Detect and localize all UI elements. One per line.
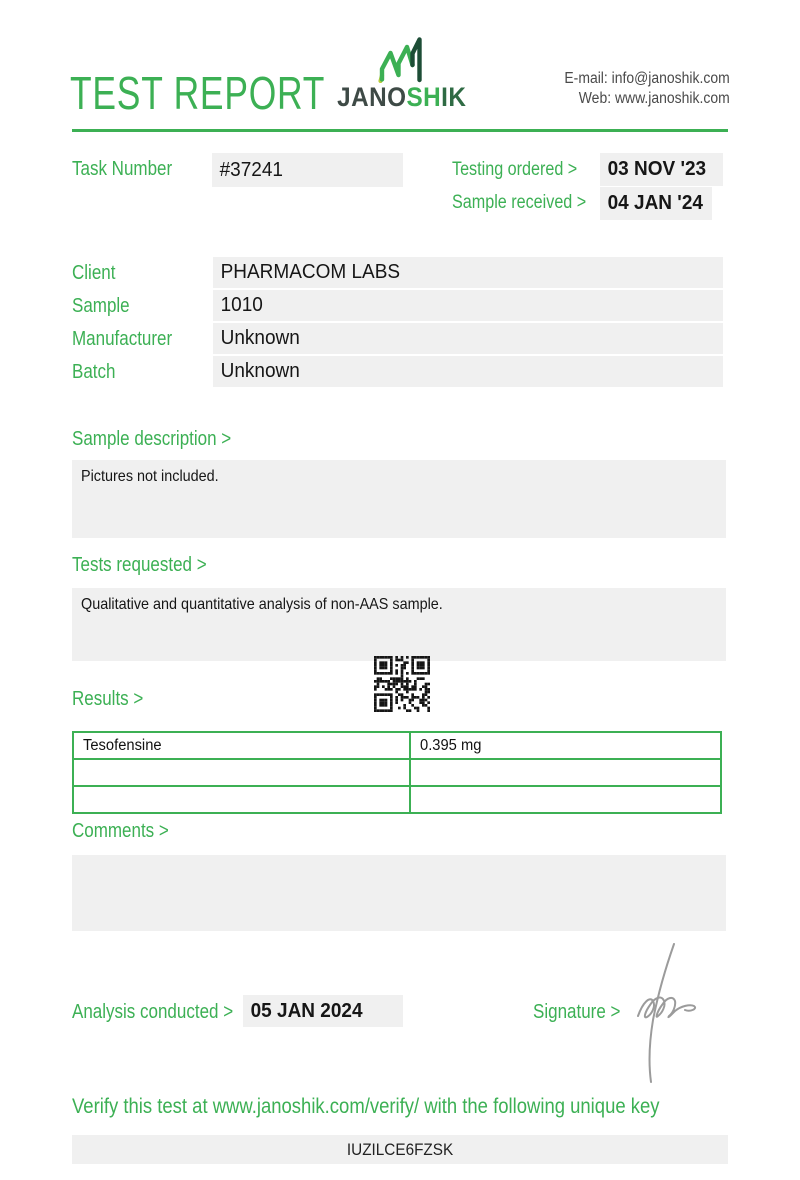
qr-code <box>374 656 430 712</box>
sample-description-text: Pictures not included. <box>81 468 219 485</box>
header-divider <box>72 129 728 132</box>
logo-part-dark: JANO <box>337 82 407 112</box>
sample-label: Sample <box>72 295 130 317</box>
testing-ordered-value: 03 NOV '23 <box>600 153 723 186</box>
batch-value: Unknown <box>213 356 723 387</box>
table-row <box>73 786 721 813</box>
contact-web: Web: www.janoshik.com <box>579 90 730 107</box>
sample-received-label: Sample received > <box>452 192 587 213</box>
logo-wordmark <box>330 82 470 113</box>
signature-scribble <box>612 936 730 1088</box>
analysis-date-value: 05 JAN 2024 <box>243 995 403 1027</box>
table-row <box>73 732 721 759</box>
task-number-value: #37241 <box>212 153 403 187</box>
analysis-conducted-label: Analysis conducted > <box>72 1001 234 1023</box>
sample-description-heading: Sample description > <box>72 428 232 450</box>
tests-requested-box <box>72 588 726 661</box>
tests-requested-text: Qualitative and quantitative analysis of non-AAS sample. <box>81 596 443 613</box>
results-table <box>72 731 722 814</box>
page-title: TEST REPORT <box>70 67 326 119</box>
table-row <box>73 759 721 786</box>
tests-requested-heading: Tests requested > <box>72 554 207 576</box>
testing-ordered-label: Testing ordered > <box>452 159 578 180</box>
logo-part-deep: IK <box>441 82 467 112</box>
sample-received-value: 04 JAN '24 <box>600 187 712 220</box>
signature-label: Signature > <box>533 1001 621 1023</box>
manufacturer-value: Unknown <box>213 323 723 354</box>
contact-email: E-mail: info@janoshik.com <box>564 70 730 87</box>
results-heading: Results > <box>72 688 144 710</box>
contact-info <box>546 69 730 109</box>
logo-part-green: SH <box>406 82 442 112</box>
client-label: Client <box>72 262 116 284</box>
batch-label: Batch <box>72 361 116 383</box>
result-amount: 0.395 mg <box>410 732 721 759</box>
sample-description-box <box>72 460 726 538</box>
manufacturer-label: Manufacturer <box>72 328 173 350</box>
chart-zigzag-icon <box>377 36 425 83</box>
comments-heading: Comments > <box>72 820 169 842</box>
unique-key: IUZILCE6FZSK <box>72 1135 728 1164</box>
task-number-label: Task Number <box>72 158 173 180</box>
result-substance: Tesofensine <box>73 732 410 759</box>
verify-text: Verify this test at www.janoshik.com/verify/ with the following unique key <box>72 1095 660 1118</box>
comments-box <box>72 855 726 931</box>
client-value: PHARMACOM LABS <box>213 257 723 288</box>
sample-value: 1010 <box>213 290 723 321</box>
